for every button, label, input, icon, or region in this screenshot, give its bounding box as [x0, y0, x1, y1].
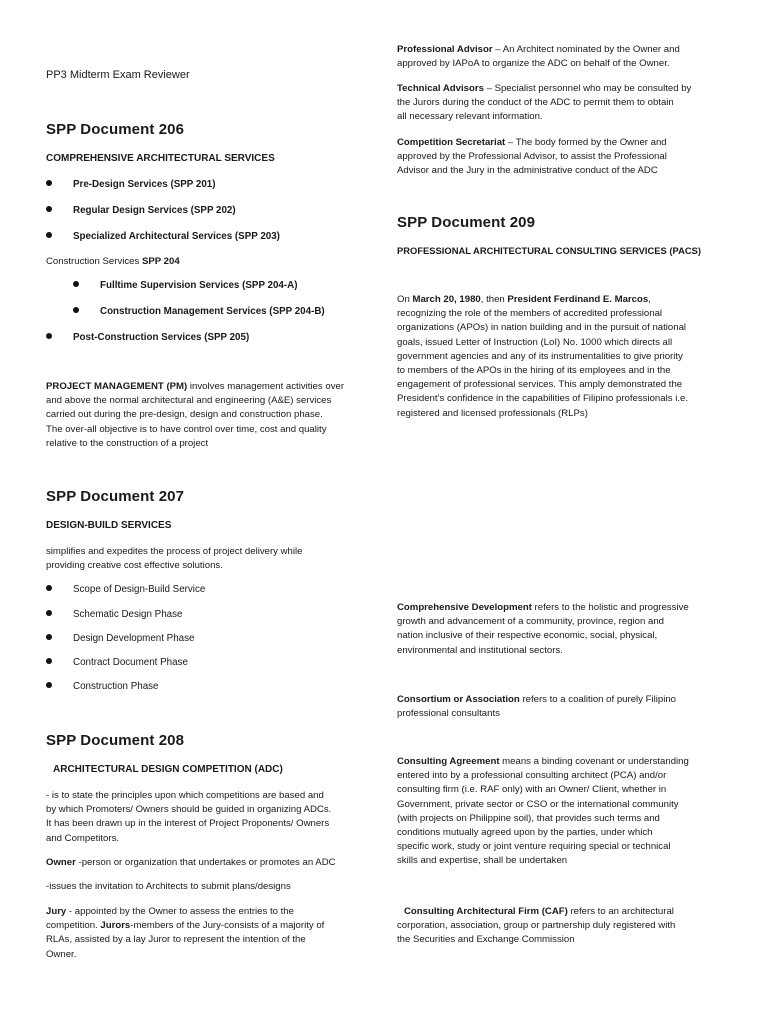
spp206-title: SPP Document 206	[46, 121, 185, 138]
caf-definition: Consulting Architectural Firm (CAF) refers to an architectural	[404, 906, 674, 917]
bullet-icon	[46, 658, 52, 664]
construction-services-label: Construction Services SPP 204	[46, 256, 180, 267]
bullet-icon	[46, 333, 52, 339]
spp208-title: SPP Document 208	[46, 732, 185, 749]
caf-definition-continued: corporation, association, group or partnership duly registered with the Securities and Exchange Commission	[397, 920, 676, 946]
technical-advisors-definition: Technical Advisors – Specialist personnel who may be consulted by the Jurors during the conduct of the ADC to permit them to obtain all necessary relevant information.	[397, 83, 692, 123]
bullet-icon	[46, 610, 52, 616]
bullet-icon	[46, 634, 52, 640]
owner-definition: Owner -person or organization that undertakes or promotes an ADC	[46, 857, 336, 868]
bullet-icon	[46, 180, 52, 186]
bullet-icon	[46, 232, 52, 238]
spp207-description: simplifies and expedites the process of project delivery while providing creative cost effective solutions.	[46, 546, 303, 572]
consortium-definition: Consortium or Association refers to a coalition of purely Filipino professional consultants	[397, 694, 677, 720]
bullet-icon	[46, 682, 52, 688]
consulting-agreement-definition: Consulting Agreement means a binding covenant or understanding entered into by a professional consulting architect (PCA) and/or consulting firm (i.e. RAF only) with an Owner/ Client, whether in Government, private sector or CSO or the international community (with projects on Philippine soil), that provides such terms and conditions mutually agreed upon by the parties, under which specific work, study or joint venture requiring special or technical skills and expertise, shall be undertaken	[397, 756, 689, 867]
spp206-subtitle: COMPREHENSIVE ARCHITECTURAL SERVICES	[46, 153, 275, 164]
spp209-subtitle: PROFESSIONAL ARCHITECTURAL CONSULTING SERVICES (PACS)	[397, 245, 702, 256]
jury-definition: Jury - appointed by the Owner to assess the entries to the competition. Jurors-members of the Jury-consists of a majority of RLAs, assisted by a lay Juror to represent the intention of the Owner.	[46, 906, 325, 960]
owner-extra: -issues the invitation to Architects to submit plans/designs	[46, 881, 291, 892]
spp209-paragraph: On March 20, 1980, then President Ferdinand E. Marcos, recognizing the role of the members of accredited professional organizations (APOs) in nation building and in the pursuit of national goals, issued Letter of Instruction (LoI) No. 1000 which directs all government agencies and any of its instrumentalities to give priority to members of the APOs in the hiring of its employees and in the engagement of professional services. This amply demonstrated the President’s confidence in the capabilities of Filipino professionals i.e. registered and licensed professionals (RLPs)	[397, 294, 688, 419]
spp207-title: SPP Document 207	[46, 488, 185, 505]
bullet-icon	[73, 307, 79, 313]
spp208-subtitle: ARCHITECTURAL DESIGN COMPETITION (ADC)	[53, 764, 283, 775]
bullet-icon	[46, 585, 52, 591]
bullet-icon	[46, 206, 52, 212]
bullet-icon	[73, 281, 79, 287]
spp209-title: SPP Document 209	[397, 214, 536, 231]
spp207-subtitle: DESIGN-BUILD SERVICES	[46, 520, 172, 531]
competition-secretariat-definition: Competition Secretariat – The body formed by the Owner and approved by the Professional Advisor, to assist the Professional Advisor and the Jury in the administrative conduct of the ADC	[397, 137, 667, 177]
comprehensive-development-definition: Comprehensive Development refers to the holistic and progressive growth and advancement of a community, province, region and nation inclusive of their respective economic, social, physical, environmental and institutional sectors.	[397, 602, 689, 656]
professional-advisor-definition: Professional Advisor – An Architect nominated by the Owner and approved by IAPoA to organize the ADC on behalf of the Owner.	[397, 44, 680, 70]
document-page: PP3 Midterm Exam Reviewer SPP Document 206 COMPREHENSIVE ARCHITECTURAL SERVICES Pre-Design Services (SPP 201) Regular Design Services (SPP 202) Specialized Architectural Services (SPP 203) Construction Services SPP 204 Fulltime Supervision Services (SPP 204-A) Construction Management Services (SPP 204-B) Post-Construction Services (SPP 205) PROJECT MANAGEMENT (PM) involves management activities over and above the normal architectural and engineering (A&E) services carried out during the pre-design, design and construction phase. The over-all objective is to have control over time, cost and quality relative to the construction of a project SPP Document 207 DESIGN-BUILD SERVICES simplifies and expedites the process of project delivery while providing creative cost effective solutions. Scope of Design-Build Service Schematic Design Phase Design Development Phase Contract Document Phase Construction Phase SPP Document 208 ARCHITECTURAL DESIGN COMPETITION (ADC) - is to state the principles upon which competitions are based and by which Promoters/ Owners should be guided in organizing ADCs. It has been drawn up in the interest of Project Proponents/ Owners and Competitors. Owner -person or organization that undertakes or promotes an ADC -issues the invitation to Architects to submit plans/designs Jury - appointed by the Owner to assess the entries to the competition. Jurors-members of the Jury-consists of a majority of RLAs, assisted by a lay Juror to represent the intention of the Owner. Professional Advisor – An Architect nominated by the Owner and approved by IAPoA to organize the ADC on behalf of the Owner. Technical Advisors – Specialist personnel who may be consulted by the Jurors during the conduct of the ADC to permit them to obtain all necessary relevant information. Competition Secretariat – The body formed by the Owner and approved by the Professional Advisor, to assist the Professional Advisor and the Jury in the administrative conduct of the ADC SPP Document 209 PROFESSIONAL ARCHITECTURAL CONSULTING SERVICES (PACS) On March 20, 1980, then President Ferdinand E. Marcos, recognizing the role of the members of accredited professional organizations (APOs) in nation building and in the pursuit of national goals, issued Letter of Instruction (LoI) No. 1000 which directs all government agencies and any of its instrumentalities to give priority to members of the APOs in the hiring of its employees and in the engagement of professional services. This amply demonstrated the President’s confidence in the capabilities of Filipino professionals i.e. registered and licensed professionals (RLPs) Comprehensive Development refers to the holistic and progressive growth and advancement of a community, province, region and nation inclusive of their respective economic, social, physical, environmental and institutional sectors. Consortium or Association refers to a coalition of purely Filipino professional consultants Consulting Agreement means a binding covenant or understanding entered into by a professional consulting architect (PCA) and/or consulting firm (i.e. RAF only) with an Owner/ Client, whether in Government, private sector or CSO or the international community (with projects on Philippine soil), that provides such terms and conditions mutually agreed upon by the parties, under which specific work, study or joint venture requiring special or technical skills and expertise, shall be undertaken Consulting Architectural Firm (CAF) refers to an architectural corporation, association, group or partnership duly registered with the Securities and Exchange Commission	[0, 0, 768, 1024]
spp208-intro: - is to state the principles upon which competitions are based and by which Promoters/ Owners should be guided in organizing ADCs. It has been drawn up in the interest of Project Proponents/ Owners and Competitors.	[46, 790, 332, 844]
pm-paragraph: PROJECT MANAGEMENT (PM) involves management activities over and above the normal architectural and engineering (A&E) services carried out during the pre-design, design and construction phase. The over-all objective is to have control over time, cost and quality relative to the construction of a project	[46, 381, 345, 449]
document-header: PP3 Midterm Exam Reviewer	[46, 69, 190, 81]
